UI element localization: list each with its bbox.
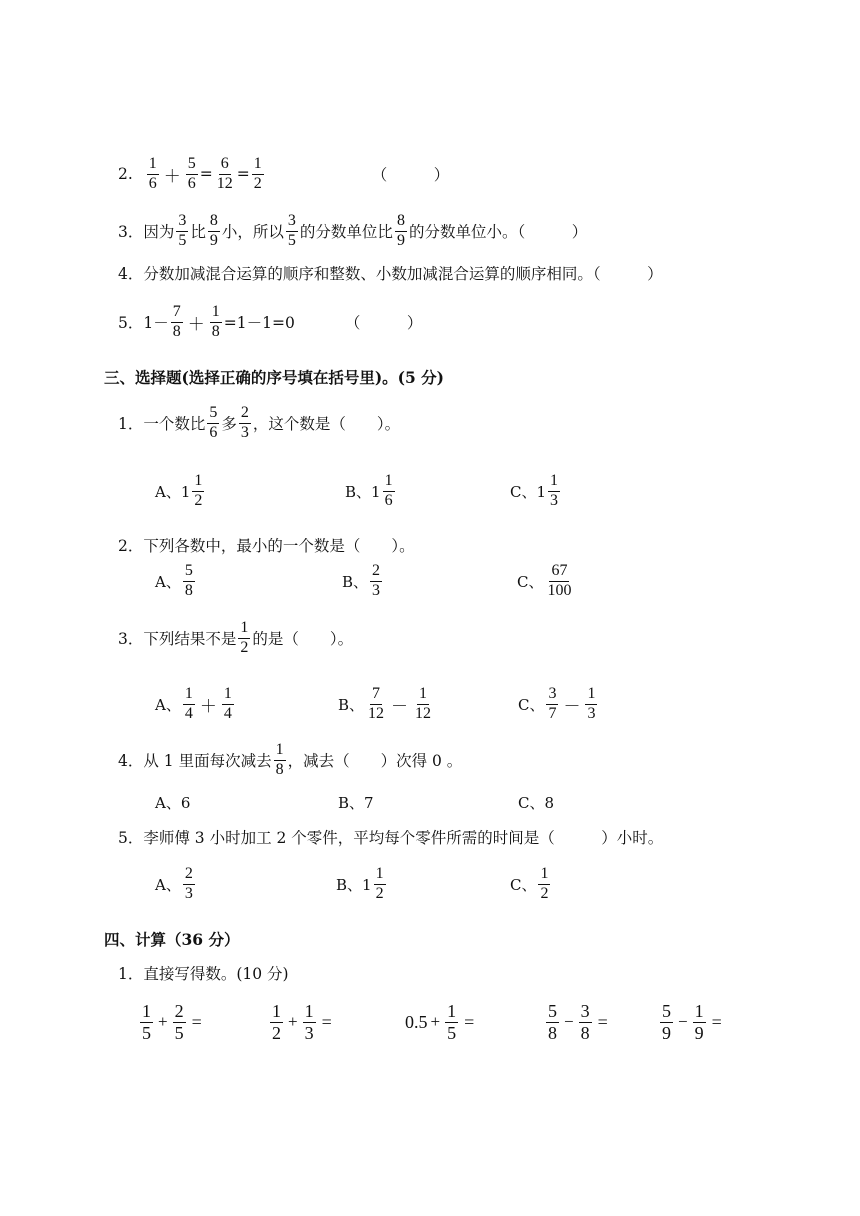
option-a[interactable]: A、 $\frac{2}{3}$ xyxy=(155,865,193,902)
fraction: $\frac{1}{8}$ xyxy=(275,741,284,778)
question-text: ，这个数是（ ）。 xyxy=(252,415,401,434)
plus-sign: ＋ xyxy=(187,314,205,334)
option-c[interactable]: C、 $\frac{67}{100}$ xyxy=(517,562,572,599)
option-b[interactable]: B、7 xyxy=(338,794,374,812)
choice-question-4 xyxy=(118,742,462,779)
question-number: 2. xyxy=(118,165,133,184)
option-b[interactable]: B、 $\frac{2}{3}$ xyxy=(342,562,381,599)
fraction: $\frac{1}{8}$ xyxy=(211,303,220,340)
section-3-heading xyxy=(104,366,444,388)
choice-question-5 xyxy=(118,826,663,848)
choice-question-2 xyxy=(118,534,415,556)
fraction: $\frac{3}{5}$ xyxy=(287,212,296,249)
judge-question-4 xyxy=(118,262,663,284)
answer-blank[interactable]: （ ） xyxy=(371,166,450,185)
section-4-heading xyxy=(104,928,239,950)
fraction: $\frac{5}{6}$ xyxy=(209,404,218,441)
fraction: $\frac{3}{5}$ xyxy=(178,212,187,249)
option-c[interactable]: C、1 $\frac{1}{3}$ xyxy=(510,472,559,509)
fraction: $\frac{7}{8}$ xyxy=(172,303,181,340)
question-text: 小，所以 xyxy=(221,223,284,242)
calc-item-2: $\frac{1}{2}$ + $\frac{1}{3}$ = xyxy=(272,1001,332,1043)
fraction: $\frac{2}{3}$ xyxy=(240,404,249,441)
judge-question-2 xyxy=(118,156,449,193)
option-c[interactable]: C、 $\frac{1}{2}$ xyxy=(510,865,549,902)
question-text: 因为 xyxy=(143,223,175,242)
question-text: 1－ xyxy=(143,314,169,333)
question-text: 的分数单位小。（ ） xyxy=(408,223,588,242)
option-a[interactable]: A、 $\frac{5}{8}$ xyxy=(155,562,193,599)
question-text: 4．分数加减混合运算的顺序和整数、小数加减混合运算的顺序相同。（ ） xyxy=(118,265,663,283)
equals-sign: = xyxy=(236,165,250,184)
fraction: $\frac{8}{9}$ xyxy=(396,212,405,249)
calc-item-1: $\frac{1}{5}$ + $\frac{2}{5}$ = xyxy=(142,1001,202,1043)
sub-question-1 xyxy=(118,962,289,984)
judge-question-3 xyxy=(118,213,587,250)
calc-item-4: $\frac{5}{8}$ − $\frac{3}{8}$ = xyxy=(548,1001,608,1043)
option-b[interactable]: B、1 $\frac{1}{2}$ xyxy=(336,865,384,902)
fraction: $\frac{1}{6}$ xyxy=(148,155,157,192)
fraction: $\frac{8}{9}$ xyxy=(209,212,218,249)
question-text: 2．下列各数中，最小的一个数是（ ）。 xyxy=(118,537,415,555)
question-text: 比 xyxy=(190,223,206,242)
option-a[interactable]: A、1 $\frac{1}{2}$ xyxy=(155,472,203,509)
option-c[interactable]: C、 $\frac{3}{7}$ － $\frac{1}{3}$ xyxy=(518,685,596,722)
choice-question-3 xyxy=(118,620,353,657)
question-text: 的是（ ）。 xyxy=(252,630,354,649)
judge-question-5 xyxy=(118,304,422,341)
question-number: 3． xyxy=(118,223,144,242)
fraction: $\frac{5}{6}$ xyxy=(187,155,196,192)
calc-item-3: 0.5 + $\frac{1}{5}$ = xyxy=(405,1001,475,1043)
question-text: 5．李师傅 3 小时加工 2 个零件，平均每个零件所需的时间是（ ）小时。 xyxy=(118,829,664,847)
plus-sign: ＋ xyxy=(163,166,181,186)
question-text: 3．下列结果不是 xyxy=(118,630,237,649)
question-text: 1．直接写得数。(10 分) xyxy=(118,965,289,983)
question-text: 4．从 1 里面每次减去 xyxy=(118,752,272,771)
question-text: 1．一个数比 xyxy=(118,415,206,434)
option-b[interactable]: B、1 $\frac{1}{6}$ xyxy=(345,472,393,509)
fraction: $\frac{6}{12}$ xyxy=(216,155,233,192)
option-c[interactable]: C、8 xyxy=(518,794,555,812)
choice-question-1 xyxy=(118,405,400,442)
question-text: ，减去（ ）次得 0 。 xyxy=(287,752,463,771)
question-text: 的分数单位比 xyxy=(299,223,393,242)
answer-blank[interactable]: （ ） xyxy=(344,314,423,333)
equals-sign: = xyxy=(199,165,213,184)
fraction: $\frac{1}{2}$ xyxy=(240,619,249,656)
option-a[interactable]: A、 $\frac{1}{4}$ ＋ $\frac{1}{4}$ xyxy=(155,685,232,722)
question-text: 多 xyxy=(221,415,237,434)
question-text: =1－1=0 xyxy=(223,314,295,333)
calc-item-5: $\frac{5}{9}$ − $\frac{1}{9}$ = xyxy=(662,1001,722,1043)
option-b[interactable]: B、 $\frac{7}{12}$ － $\frac{1}{12}$ xyxy=(338,685,432,722)
option-a[interactable]: A、6 xyxy=(155,794,191,812)
fraction: $\frac{1}{2}$ xyxy=(253,155,262,192)
question-number: 5． xyxy=(118,314,144,333)
section-title: 四、计算（36 分） xyxy=(104,930,240,949)
section-title: 三、选择题(选择正确的序号填在括号里)。(5 分) xyxy=(104,368,445,387)
